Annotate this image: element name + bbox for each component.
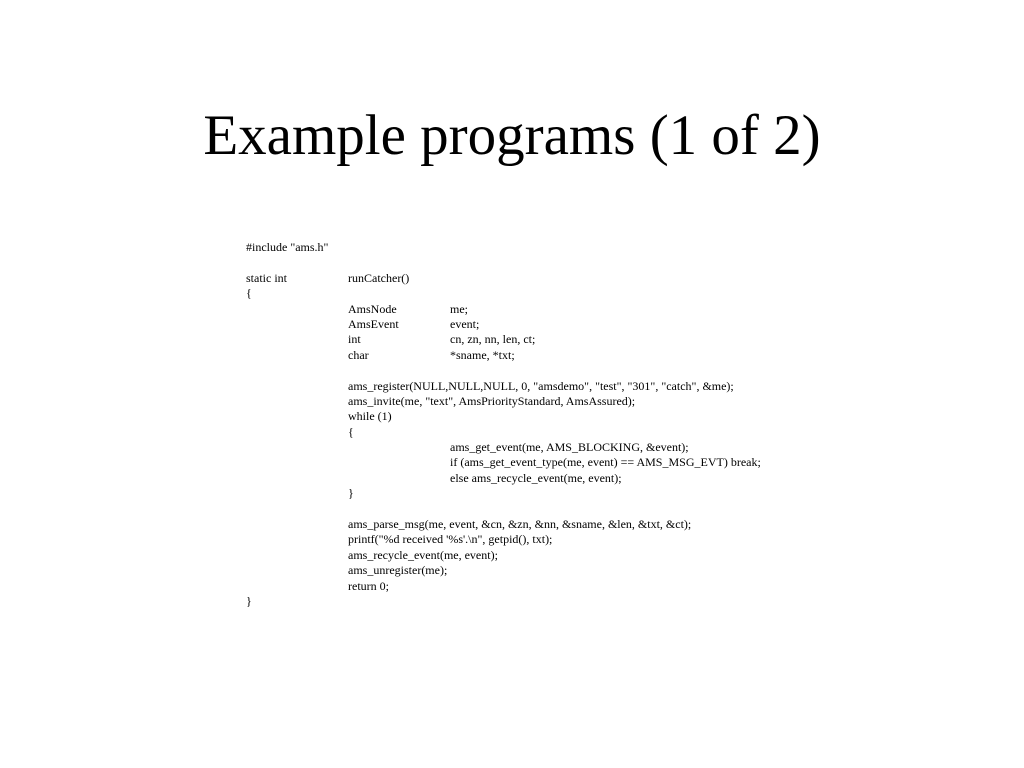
code-text: { (348, 424, 354, 439)
code-line (246, 348, 886, 363)
code-line (246, 425, 886, 440)
code-text: } (246, 593, 252, 608)
code-line (246, 409, 886, 424)
code-text-column: cn, zn, nn, len, ct; (450, 332, 536, 347)
code-text: ams_parse_msg(me, event, &cn, &zn, &nn, &sname, &len, &txt, &ct); (348, 517, 692, 532)
code-text: int (348, 332, 361, 347)
code-line (246, 579, 886, 594)
code-text-column: runCatcher() (348, 270, 410, 285)
code-line (246, 563, 886, 578)
code-text: ams_invite(me, "text", AmsPriorityStandard, AmsAssured); (348, 393, 636, 408)
code-text: ams_recycle_event(me, event); (348, 547, 498, 562)
code-text-column: me; (450, 301, 468, 316)
code-blank-line (246, 255, 886, 270)
code-text: AmsEvent (348, 316, 399, 331)
code-text: static int (246, 270, 287, 285)
code-text: } (348, 486, 354, 501)
code-text: while (1) (348, 409, 392, 424)
code-text: ams_register(NULL,NULL,NULL, 0, "amsdemo", "test", "301", "catch", &me); (348, 378, 734, 393)
code-line (246, 271, 886, 286)
code-text: printf("%d received '%s'.\n", getpid(), txt); (348, 532, 553, 547)
code-line (246, 532, 886, 547)
code-line (246, 332, 886, 347)
code-text: ams_unregister(me); (348, 563, 448, 578)
code-line (246, 517, 886, 532)
code-text: char (348, 347, 369, 362)
code-text: ams_get_event(me, AMS_BLOCKING, &event); (450, 440, 689, 455)
code-line (246, 594, 886, 609)
code-text: else ams_recycle_event(me, event); (450, 470, 622, 485)
code-listing (246, 240, 886, 609)
code-line (246, 317, 886, 332)
code-text-column: *sname, *txt; (450, 347, 515, 362)
code-text: return 0; (348, 578, 389, 593)
code-line (246, 486, 886, 501)
code-blank-line (246, 502, 886, 517)
code-text-column: event; (450, 316, 480, 331)
code-blank-line (246, 363, 886, 378)
code-line (246, 379, 886, 394)
code-line (246, 440, 886, 455)
code-line (246, 240, 886, 255)
code-text: #include "ams.h" (246, 240, 329, 254)
code-line (246, 455, 886, 470)
code-text: if (ams_get_event_type(me, event) == AMS_MSG_EVT) break; (450, 455, 761, 470)
code-text: { (246, 286, 252, 301)
code-line (246, 394, 886, 409)
code-line (246, 302, 886, 317)
code-line (246, 286, 886, 301)
code-line (246, 548, 886, 563)
code-line (246, 471, 886, 486)
code-text: AmsNode (348, 301, 397, 316)
slide-title: Example programs (1 of 2) (203, 104, 821, 167)
